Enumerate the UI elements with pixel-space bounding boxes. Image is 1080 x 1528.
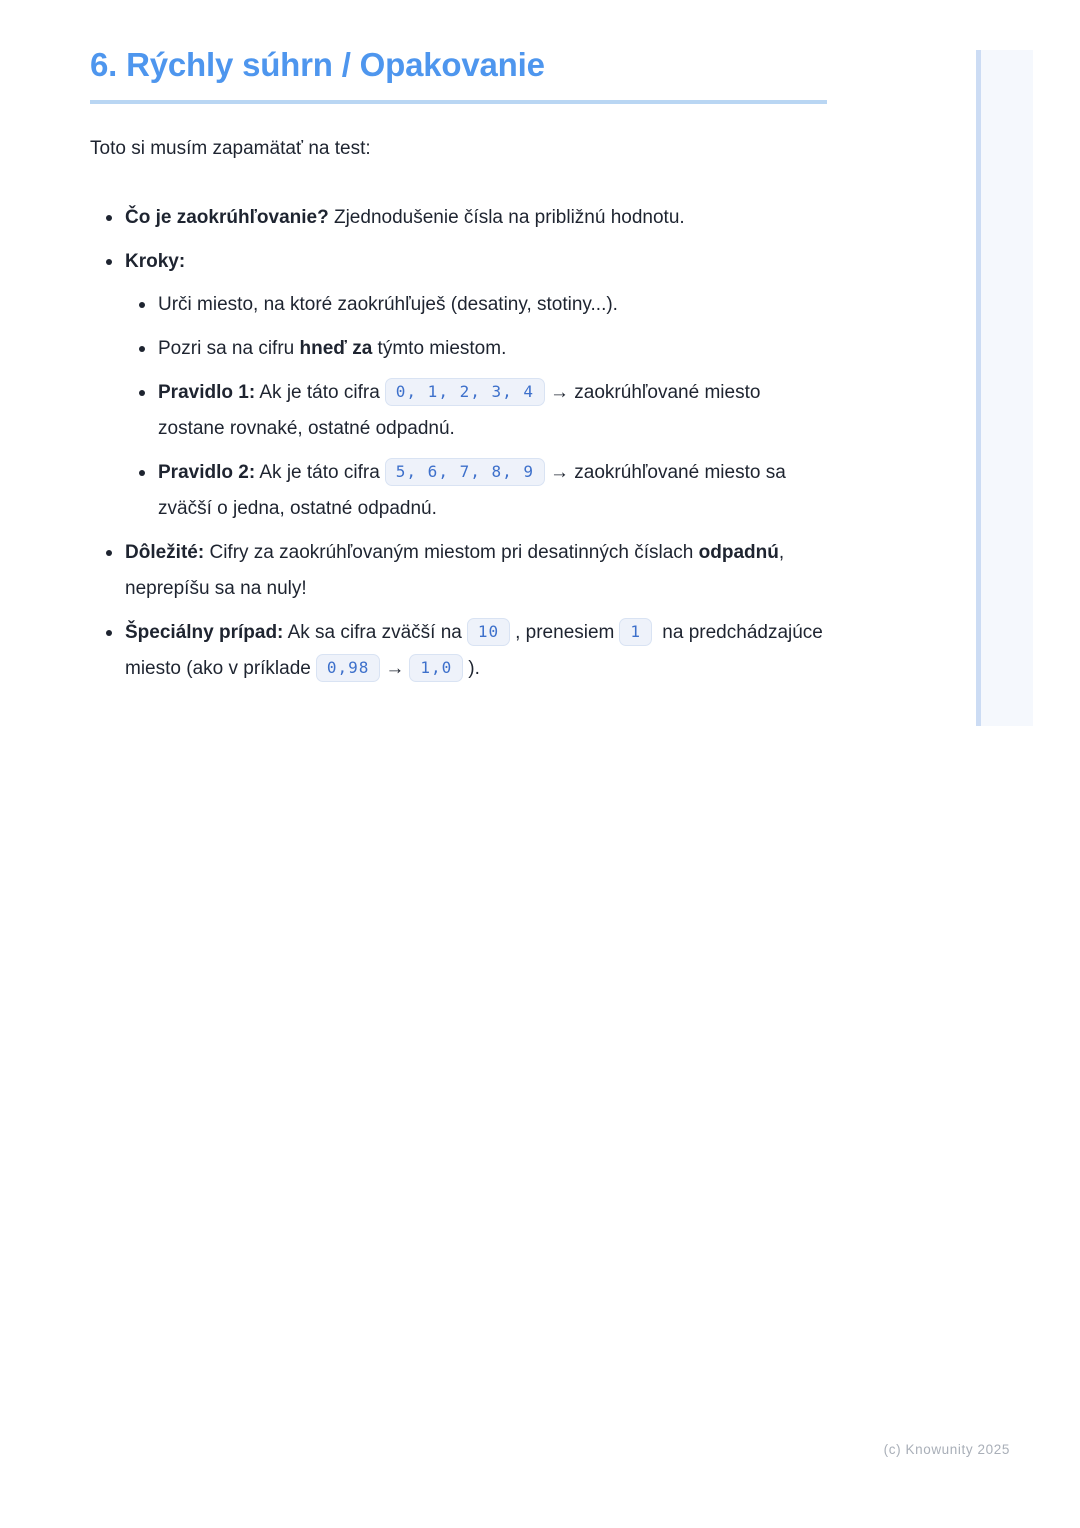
plain-text: na predchádzajúce miesto (ako v príklade — [125, 622, 823, 679]
scroll-indicator — [976, 50, 981, 726]
plain-text: Pozri sa na cifru — [158, 338, 300, 359]
bold-text: Pravidlo 1: — [158, 382, 256, 403]
plain-text: Ak je táto cifra — [255, 382, 380, 403]
list-item — [104, 200, 827, 236]
list-item — [137, 375, 827, 447]
note-content — [90, 46, 827, 695]
code-chip: 1 — [619, 618, 652, 646]
page-side-panel — [976, 50, 1033, 726]
list-item — [104, 615, 827, 687]
bold-text: Pravidlo 2: — [158, 462, 256, 483]
plain-text: Cifry za zaokrúhľovaným miestom pri desatinných číslach — [204, 542, 699, 563]
plain-text: → zaokrúhľované miesto zostane rovnaké, ostatné odpadnú. — [158, 382, 761, 439]
bold-text: Dôležité: — [125, 542, 205, 563]
list-item — [137, 331, 827, 367]
code-chip: 0,98 — [316, 654, 381, 682]
plain-text: Ak sa cifra zväčší na — [283, 622, 462, 643]
plain-text: , prenesiem — [515, 622, 615, 643]
plain-text: → — [385, 658, 405, 679]
intro-text: Toto si musím zapamätať na test: — [90, 138, 371, 159]
list-item — [104, 244, 827, 527]
code-chip: 1,0 — [409, 654, 463, 682]
list-item — [137, 455, 827, 527]
plain-text: týmto miestom. — [372, 338, 507, 359]
bold-text: Čo je zaokrúhľovanie? — [125, 207, 329, 228]
plain-text: , neprepíšu sa na nuly! — [125, 542, 785, 599]
plain-text: Urči miesto, na ktoré zaokrúhľuješ (desatiny, stotiny...). — [158, 294, 618, 315]
plain-text: Ak je táto cifra — [255, 462, 380, 483]
sub-list — [125, 287, 827, 527]
bold-text: hneď za — [299, 338, 373, 359]
list-item — [137, 287, 827, 323]
copyright-text: (c) Knowunity 2025 — [883, 1442, 1010, 1457]
code-chip: 5, 6, 7, 8, 9 — [385, 458, 545, 486]
plain-text: Zjednodušenie čísla na približnú hodnotu. — [328, 207, 685, 228]
summary-list — [90, 200, 827, 687]
list-item — [104, 535, 827, 607]
plain-text: → zaokrúhľované miesto sa zväčší o jedna, ostatné odpadnú. — [158, 462, 786, 519]
plain-text: ). — [468, 658, 480, 679]
bold-text: Špeciálny prípad: — [125, 622, 284, 643]
page-title: 6. Rýchly súhrn / Opakovanie — [90, 46, 827, 104]
bold-text: Kroky: — [125, 251, 186, 272]
code-chip: 10 — [467, 618, 510, 646]
bold-text: odpadnú — [698, 542, 779, 563]
code-chip: 0, 1, 2, 3, 4 — [385, 378, 545, 406]
